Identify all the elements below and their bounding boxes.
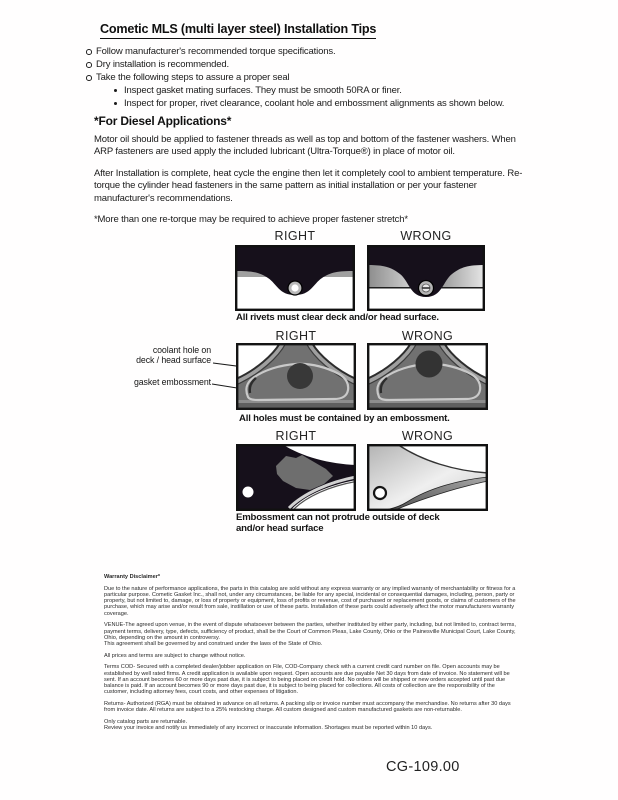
- figure-caption: All rivets must clear deck and/or head surface.: [236, 312, 439, 323]
- wrong-label: WRONG: [401, 429, 454, 443]
- list-item-text: Inspect for proper, rivet clearance, coolant hole and embossment alignments as shown below.: [124, 98, 505, 109]
- fineprint-paragraph: Terms COD- Secured with a completed dealer/jobber application on File, COD-Company check with a current credit card number on file. Open accounts may be established by well rated firms. A credit application is available upon request. Open accounts are due payable Net 30 days from date of invoice. No statement will be sent. If an account becomes 60 or more days past due, it is subject to being placed on credit hold. No orders will be shipped or new orders accepted until past due balance is paid. If an account becomes 90 or more days past due, it is subject to being placed for collections. All costs of collection are the responsibility of the customer, including attorney fees, court costs, and other expenses of litigation.: [104, 664, 510, 695]
- embossment-protrusion-wrong-diagram: [367, 444, 488, 511]
- fineprint-paragraph: Due to the nature of performance applications, the parts in this catalog are sold without any express warranty or any implied warranty of merchantability or fitness for a particular purpose. Cometic Gasket Inc., shall not, under any circumstances, be liable for any special, incidental or consequential damages, including, person, party or property, but not limited to, damage, or loss of property or equipment, loss of profits or revenue, cost of purchased or replacement goods, or claims of customers of the purchase, which may arise and/or result from sale, instillation or use of these parts. Installation of these parts could adversely affect the motor manufacturers warranty coverage.: [104, 586, 516, 617]
- right-label: RIGHT: [274, 229, 316, 243]
- gasket-embossment-annotation: gasket embossment: [133, 377, 211, 387]
- list-item: [86, 45, 536, 58]
- list-item: [86, 71, 536, 84]
- embossment-protrusion-right-diagram: [236, 444, 356, 511]
- fineprint-paragraph: Returns- Authorized (RGA) must be obtained in advance on all returns. A packing slip or invoice number must accompany the merchandise. No returns after 30 days from invoice date. All returns are subject to a 25% restocking charge. All custom designed and custom manufactured gaskets are non-returnable.: [104, 700, 511, 713]
- circle-bullet-icon: [86, 49, 92, 55]
- rivet-clearance-wrong-diagram: [367, 245, 485, 311]
- fineprint-paragraph: Only catalog parts are returnable. Review your invoice and notify us immediately of any incorrect or inaccurate information. Shortages must be reported within 10 days.: [104, 718, 433, 731]
- coolant-hole-annotation: coolant hole on deck / head surface: [136, 345, 211, 365]
- page-title: Cometic MLS (multi layer steel) Installation Tips: [100, 22, 376, 39]
- wrong-label: WRONG: [400, 229, 452, 243]
- circle-bullet-icon: [86, 75, 92, 81]
- page-number: CG-109.00: [386, 759, 460, 775]
- figure-caption: Embossment can not protrude outside of deck and/or head surface: [236, 512, 440, 534]
- fineprint-paragraph: All prices and terms are subject to change without notice.: [104, 652, 246, 659]
- list-sub-item: [86, 97, 536, 110]
- list-item-text: Follow manufacturer's recommended torque specifications.: [96, 46, 336, 57]
- list-item-text: Dry installation is recommended.: [96, 59, 230, 70]
- warranty-disclaimer: [104, 574, 518, 737]
- embossment-containment-right-diagram: [236, 343, 356, 410]
- figure-caption: All holes must be contained by an embossment.: [239, 413, 450, 424]
- rivet-clearance-right-diagram: [235, 245, 355, 311]
- diesel-applications-section: [94, 114, 528, 235]
- wrong-label: WRONG: [401, 329, 454, 343]
- paragraph: After Installation is complete, heat cycle the engine then let it completely cool to ambient temperature. Re-torque the cylinder head fasteners in the same pattern as initial installation or per your fastener manufacturer's recommendations.: [94, 167, 523, 204]
- section-heading: *For Diesel Applications*: [94, 114, 232, 128]
- installation-tips-list: [86, 45, 536, 110]
- dot-bullet-icon: [114, 102, 117, 105]
- retorque-note: *More than one re-torque may be required to achieve proper fastener stretch*: [94, 214, 408, 226]
- fineprint-heading: Warranty Disclaimer*: [104, 574, 161, 580]
- right-label: RIGHT: [275, 429, 317, 443]
- fineprint-paragraph: VENUE-The agreed upon venue, in the event of dispute whatsoever between the parties, whether instituted by either party, including, but not limited to, contract terms, payment terms, delivery, type, defects, sufficiency of product, shall be the Court of Common Pleas, Lake County, Ohio or the Painesville Municipal Court, Lake County, Ohio, depending on the amount in controversy. This agreement shall be governed by and construed under the laws of the State of Ohio.: [104, 622, 516, 647]
- list-sub-item: [86, 84, 536, 97]
- list-item-text: Inspect gasket mating surfaces. They must be smooth 50RA or finer.: [124, 85, 402, 96]
- list-item-text: Take the following steps to assure a proper seal: [96, 72, 290, 83]
- circle-bullet-icon: [86, 62, 92, 68]
- list-item: [86, 58, 536, 71]
- embossment-containment-wrong-diagram: [367, 343, 488, 410]
- right-label: RIGHT: [275, 329, 317, 343]
- dot-bullet-icon: [114, 89, 117, 92]
- paragraph: Motor oil should be applied to fastener threads as well as top and bottom of the fastener washers. When ARP fasteners are used apply the included lubricant (Ultra-Torque®) in place of motor oil.: [94, 134, 516, 158]
